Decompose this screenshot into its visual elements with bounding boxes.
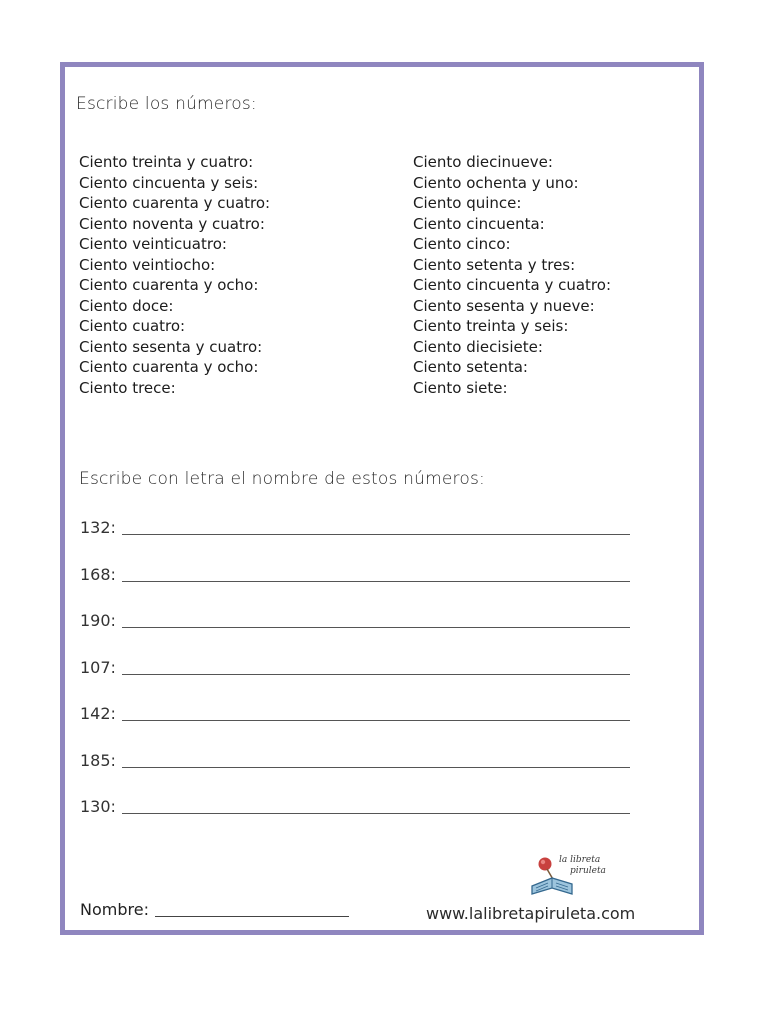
answer-line[interactable] xyxy=(122,720,630,721)
number-word-item: Ciento cuarenta y ocho: xyxy=(79,276,259,294)
number-word-item: Ciento sesenta y nueve: xyxy=(413,296,595,315)
lollipop-icon xyxy=(539,858,552,871)
number-prompt: 190: xyxy=(80,611,116,630)
number-word-item: Ciento cuarenta y ocho: xyxy=(79,358,259,376)
number-word-item: Ciento setenta: xyxy=(413,358,528,376)
answer-line[interactable] xyxy=(122,627,630,628)
number-word-item: Ciento sesenta y cuatro: xyxy=(79,337,263,356)
number-prompt: 107: xyxy=(80,658,116,677)
number-word-item: Ciento cincuenta: xyxy=(413,214,545,233)
write-answer-row xyxy=(80,747,630,771)
number-word-item: Ciento cuatro: xyxy=(79,317,186,335)
write-answer-row xyxy=(80,514,630,538)
answer-line[interactable] xyxy=(122,581,630,582)
number-words-right-column xyxy=(413,152,611,398)
write-answer-row xyxy=(80,561,630,585)
logo-text-line1: la libreta xyxy=(559,855,601,865)
number-word-item: Ciento cinco: xyxy=(413,235,511,253)
logo-text-line2: piruleta xyxy=(570,866,606,876)
name-field-row xyxy=(80,900,349,920)
section-heading-write-numbers: Escribe los números: xyxy=(76,94,257,114)
number-prompt: 185: xyxy=(80,751,116,770)
la-libreta-piruleta-logo xyxy=(528,848,618,898)
number-words-left-column xyxy=(79,152,270,398)
number-word-item: Ciento quince: xyxy=(413,194,522,212)
name-label: Nombre: xyxy=(80,900,149,919)
number-word-item: Ciento cuarenta y cuatro: xyxy=(79,194,271,212)
write-answer-row xyxy=(80,607,630,631)
write-answer-row xyxy=(80,793,630,817)
number-word-item: Ciento treinta y cuatro: xyxy=(79,153,254,171)
number-prompt: 130: xyxy=(80,797,116,816)
number-word-item: Ciento ochenta y uno: xyxy=(413,173,579,192)
number-word-item: Ciento cincuenta y seis: xyxy=(79,173,259,192)
number-word-item: Ciento treinta y seis: xyxy=(413,317,569,335)
number-word-item: Ciento setenta y tres: xyxy=(413,255,576,274)
number-word-item: Ciento noventa y cuatro: xyxy=(79,214,265,233)
number-prompt: 132: xyxy=(80,518,116,537)
section-heading-write-in-letters: Escribe con letra el nombre de estos números: xyxy=(79,469,485,489)
number-word-item: Ciento siete: xyxy=(413,378,508,397)
number-word-item: Ciento veinticuatro: xyxy=(79,235,227,253)
answer-line[interactable] xyxy=(122,767,630,768)
number-word-item: Ciento diecinueve: xyxy=(413,153,553,171)
number-word-item: Ciento trece: xyxy=(79,378,176,397)
number-word-item: Ciento veintiocho: xyxy=(79,255,216,274)
write-answer-row xyxy=(80,700,630,724)
number-word-item: Ciento cincuenta y cuatro: xyxy=(413,276,611,294)
website-url: www.lalibretapiruleta.com xyxy=(426,904,636,923)
number-prompt: 142: xyxy=(80,704,116,723)
answer-line[interactable] xyxy=(122,674,630,675)
name-input-line[interactable] xyxy=(155,916,349,917)
answer-line[interactable] xyxy=(122,534,630,535)
answer-line[interactable] xyxy=(122,813,630,814)
number-word-item: Ciento diecisiete: xyxy=(413,337,543,356)
write-answer-row xyxy=(80,654,630,678)
number-prompt: 168: xyxy=(80,565,116,584)
number-word-item: Ciento doce: xyxy=(79,296,174,315)
